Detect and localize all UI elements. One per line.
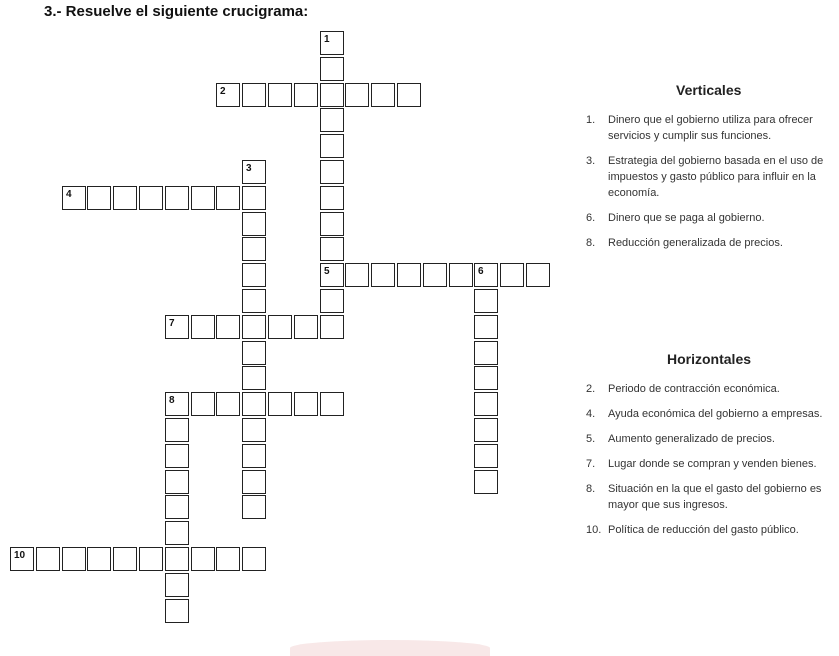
crossword-cell[interactable] <box>320 212 344 236</box>
crossword-cell[interactable] <box>268 83 292 107</box>
crossword-cell[interactable] <box>87 186 111 210</box>
crossword-cell[interactable] <box>320 160 344 184</box>
verticales-heading: Verticales <box>676 82 742 98</box>
crossword-cell[interactable] <box>268 392 292 416</box>
crossword-cell[interactable] <box>242 418 266 442</box>
crossword-cell[interactable] <box>191 547 215 571</box>
clue-vertical-8: 8. Reducción generalizada de precios. <box>586 237 783 249</box>
crossword-cell[interactable] <box>242 547 266 571</box>
crossword-cell[interactable] <box>242 186 266 210</box>
crossword-cell[interactable] <box>320 315 344 339</box>
crossword-cell[interactable] <box>474 418 498 442</box>
clue-number: 1 <box>324 34 330 45</box>
clue-number: 8 <box>169 395 175 406</box>
clue-vertical-1: 1. Dinero que el gobierno utiliza para ofrecer servicios y cumplir sus funciones. <box>586 114 813 142</box>
crossword-cell[interactable] <box>165 186 189 210</box>
crossword-cell[interactable] <box>474 366 498 390</box>
clue-horizontal-2: 2. Periodo de contracción económica. <box>586 383 780 395</box>
crossword-cell[interactable] <box>216 83 240 107</box>
crossword-cell[interactable] <box>320 186 344 210</box>
horizontales-heading: Horizontales <box>667 351 752 367</box>
crossword-cell[interactable] <box>165 470 189 494</box>
crossword-cell[interactable] <box>139 186 163 210</box>
crossword-cell[interactable] <box>242 470 266 494</box>
crossword-cell[interactable] <box>474 392 498 416</box>
clue-horizontal-8: 8. Situación en la que el gasto del gobierno es mayor que sus ingresos. <box>586 483 822 511</box>
exercise-title: 3.- Resuelve el siguiente crucigrama: <box>44 3 309 20</box>
crossword-cell[interactable] <box>294 83 318 107</box>
crossword-cell[interactable] <box>320 392 344 416</box>
clue-horizontal-10: 10. Política de reducción del gasto público. <box>586 524 799 536</box>
crossword-cell[interactable] <box>268 315 292 339</box>
clue-number: 6 <box>478 266 484 277</box>
clue-number: 7 <box>169 318 175 329</box>
clue-horizontal-5: 5. Aumento generalizado de precios. <box>586 433 775 445</box>
crossword-cell[interactable] <box>242 392 266 416</box>
crossword-cell[interactable] <box>165 521 189 545</box>
crossword-cell[interactable] <box>10 547 34 571</box>
crossword-cell[interactable] <box>242 83 266 107</box>
crossword-cell[interactable] <box>216 392 240 416</box>
crossword-cell[interactable] <box>216 547 240 571</box>
crossword-cell[interactable] <box>242 237 266 261</box>
crossword-cell[interactable] <box>320 108 344 132</box>
crossword-cell[interactable] <box>474 341 498 365</box>
crossword-cell[interactable] <box>165 573 189 597</box>
crossword-cell[interactable] <box>216 186 240 210</box>
clue-vertical-6: 6. Dinero que se paga al gobierno. <box>586 212 765 224</box>
crossword-cell[interactable] <box>294 315 318 339</box>
crossword-cell[interactable] <box>345 263 369 287</box>
crossword-cell[interactable] <box>242 263 266 287</box>
crossword-cell[interactable] <box>320 263 344 287</box>
crossword-cell[interactable] <box>191 186 215 210</box>
crossword-cell[interactable] <box>139 547 163 571</box>
crossword-cell[interactable] <box>191 392 215 416</box>
crossword-cell[interactable] <box>500 263 524 287</box>
crossword-cell[interactable] <box>216 315 240 339</box>
clue-horizontal-4: 4. Ayuda económica del gobierno a empresas. <box>586 408 823 420</box>
crossword-cell[interactable] <box>165 315 189 339</box>
clue-vertical-3: 3. Estrategia del gobierno basada en el uso de impuestos y gasto público para influir en la economía. <box>586 155 824 199</box>
crossword-cell[interactable] <box>87 547 111 571</box>
crossword-cell[interactable] <box>474 263 498 287</box>
crossword-cell[interactable] <box>242 315 266 339</box>
crossword-cell[interactable] <box>474 470 498 494</box>
clue-horizontal-7: 7. Lugar donde se compran y venden bienes. <box>586 458 817 470</box>
clue-number: 2 <box>220 86 226 97</box>
crossword-cell[interactable] <box>242 289 266 313</box>
crossword-cell[interactable] <box>242 366 266 390</box>
clue-number: 3 <box>246 163 252 174</box>
crossword-cell[interactable] <box>294 392 318 416</box>
crossword-cell[interactable] <box>320 83 344 107</box>
crossword-cell[interactable] <box>242 160 266 184</box>
clue-number: 5 <box>324 266 330 277</box>
crossword-cell[interactable] <box>62 547 86 571</box>
horizontales-clues <box>586 381 839 547</box>
crossword-cell[interactable] <box>242 212 266 236</box>
crossword-cell[interactable] <box>320 237 344 261</box>
crossword-cell[interactable] <box>371 263 395 287</box>
watermark-decoration <box>290 640 490 656</box>
crossword-cell[interactable] <box>320 31 344 55</box>
crossword-cell[interactable] <box>165 418 189 442</box>
crossword-cell[interactable] <box>62 186 86 210</box>
crossword-cell[interactable] <box>320 289 344 313</box>
clue-number: 10 <box>14 550 26 561</box>
clue-number: 4 <box>66 189 72 200</box>
crossword-cell[interactable] <box>474 289 498 313</box>
crossword-cell[interactable] <box>449 263 473 287</box>
crossword-cell[interactable] <box>397 263 421 287</box>
crossword-cell[interactable] <box>165 599 189 623</box>
crossword-cell[interactable] <box>320 134 344 158</box>
crossword-cell[interactable] <box>191 315 215 339</box>
crossword-cell[interactable] <box>242 341 266 365</box>
crossword-cell[interactable] <box>397 83 421 107</box>
crossword-cell[interactable] <box>242 495 266 519</box>
crossword-cell[interactable] <box>526 263 550 287</box>
crossword-cell[interactable] <box>345 83 369 107</box>
crossword-cell[interactable] <box>242 444 266 468</box>
verticales-clues <box>586 112 839 260</box>
crossword-cell[interactable] <box>320 57 344 81</box>
crossword-cell[interactable] <box>423 263 447 287</box>
crossword-cell[interactable] <box>113 547 137 571</box>
crossword-cell[interactable] <box>36 547 60 571</box>
crossword-cell[interactable] <box>474 315 498 339</box>
crossword-cell[interactable] <box>371 83 395 107</box>
crossword-cell[interactable] <box>474 444 498 468</box>
crossword-cell[interactable] <box>165 392 189 416</box>
crossword-cell[interactable] <box>165 444 189 468</box>
crossword-cell[interactable] <box>165 547 189 571</box>
crossword-cell[interactable] <box>165 495 189 519</box>
crossword-cell[interactable] <box>113 186 137 210</box>
